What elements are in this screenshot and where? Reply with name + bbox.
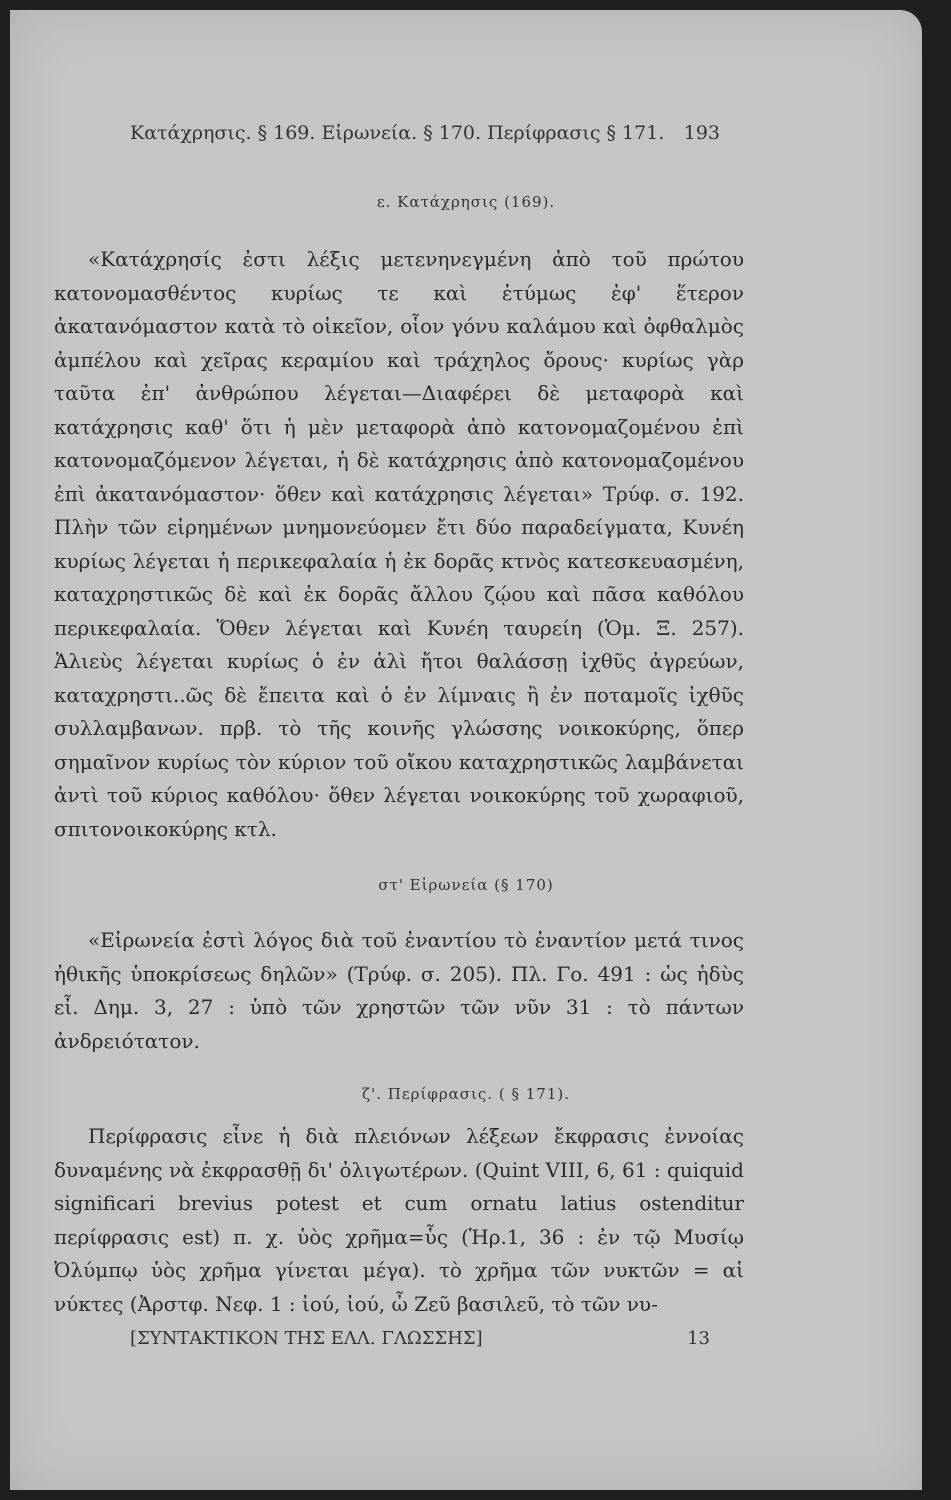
book-signature: [ΣΥΝΤΑΚΤΙΚΟΝ ΤΗΣ ΕΛΛ. ΓΛΩΣΣΗΣ] [130,1328,483,1349]
paragraph-periphrasis: Περίφρασις εἶνε ἡ διὰ πλειόνων λέξεων ἔκφρασις ἐννοίας δυναμένης νὰ ἐκφρασθῇ δι' ὀλιγωτέρων. (Quint VIII, 6, 61 : quiquid significari brevius potest et cum ornatu latius ostenditur περίφρασις est) π. χ. ὑὸς χρῆμα=ὗς (Ἡρ.1, 36 : ἐν τῷ Μυσίῳ Ὀλύμπῳ ὑὸς χρῆμα γίνεται μέγα). τὸ χρῆμα τῶν νυκτῶν = αἱ νύκτες (Ἀρστφ. Νεφ. 1 : ἰού, ἰού, ὦ Ζεῦ βασιλεῦ, τὸ τῶν νυ- [54,1124,744,1316]
page-number: 193 [683,122,720,144]
paragraph-eironeia: «Εἰρωνεία ἐστὶ λόγος διὰ τοῦ ἐναντίου τὸ ἐναντίον μετά τινος ἠθικῆς ὑποκρίσεως δηλῶν» (Τρύφ. σ. 205). Πλ. Γο. 491 : ὡς ἡδὺς εἶ. Δημ. 3, 27 : ὑπὸ τῶν χρηστῶν τῶν νῦν 31 : τὸ πάντων ἀνδρειότατον. [54,928,744,1053]
section-title-katachresis: ε. Κατάχρησις (169). [376,193,556,211]
sheet-number: 13 [687,1328,710,1349]
section-title-periphrasis: ζ'. Περίφρασις. ( § 171). [362,1085,570,1103]
page-header [130,122,720,144]
page-footer [130,1328,710,1349]
paragraph-katachresis: «Κατάχρησίς ἐστι λέξις μετενηνεγμένη ἀπὸ τοῦ πρώτου κατονομασθέντος κυρίως τε καὶ ἐτύμως ἐφ' ἕτερον ἀκατανόμαστον κατὰ τὸ οἰκεῖον, οἷον γόνυ καλάμου καὶ ὀφθαλμὸς ἀμπέλου καὶ χεῖρας κεραμίου καὶ τράχηλος ὄρους· κυρίως γὰρ ταῦτα ἐπ' ἀνθρώπου λέγεται—Διαφέρει δὲ μεταφορὰ καὶ κατάχρησις καθ' ὅτι ἡ μὲν μεταφορὰ ἀπὸ κατονομαζομένου ἐπὶ κατονομαζόμενον λέγεται, ἡ δὲ κατάχρησις ἀπὸ κατονομαζομένου ἐπὶ ἀκατανόμαστον· ὅθεν καὶ κατάχρησις λέγεται» Τρύφ. σ. 192. Πλὴν τῶν εἰρημένων μνημονεύομεν ἔτι δύο παραδείγματα, Κυνέη κυρίως λέγεται ἡ περικεφαλαία ἡ ἐκ δορᾶς κτνὸς κατεσκευασμένη, καταχρηστικῶς δὲ καὶ ἐκ δορᾶς ἄλλου ζῴου καὶ πᾶσα καθόλου περικεφαλαία. Ὅθεν λέγεται καὶ Κυνέη ταυρείη (Ὁμ. Ξ. 257). Ἁλιεὺς λέγεται κυρίως ὁ ἐν ἁλὶ ἤτοι θαλάσσῃ ἰχθῦς ἀγρεύων, καταχρηστι..ῶς δὲ ἔπειτα καὶ ὁ ἐν λίμναις ἢ ἐν ποταμοῖς ἰχθῦς συλλαμβανων. πρβ. τὸ τῆς κοινῆς γλώσσης νοικοκύρης, ὅπερ σημαῖνον κυρίως τὸν κύριον τοῦ οἴκου καταχρηστικῶς λαμβάνεται ἀντὶ τοῦ κύριος καθόλου· ὅθεν λέγεται νοικοκύρης τοῦ χωραφιοῦ, σπιτονοικοκύρης κτλ. [54,247,744,841]
running-title: Κατάχρησις. § 169. Εἰρωνεία. § 170. Περίφρασις § 171. [130,122,665,144]
book-page [10,10,922,1490]
section-title-eironeia: στ' Εἰρωνεία (§ 170) [378,876,554,894]
